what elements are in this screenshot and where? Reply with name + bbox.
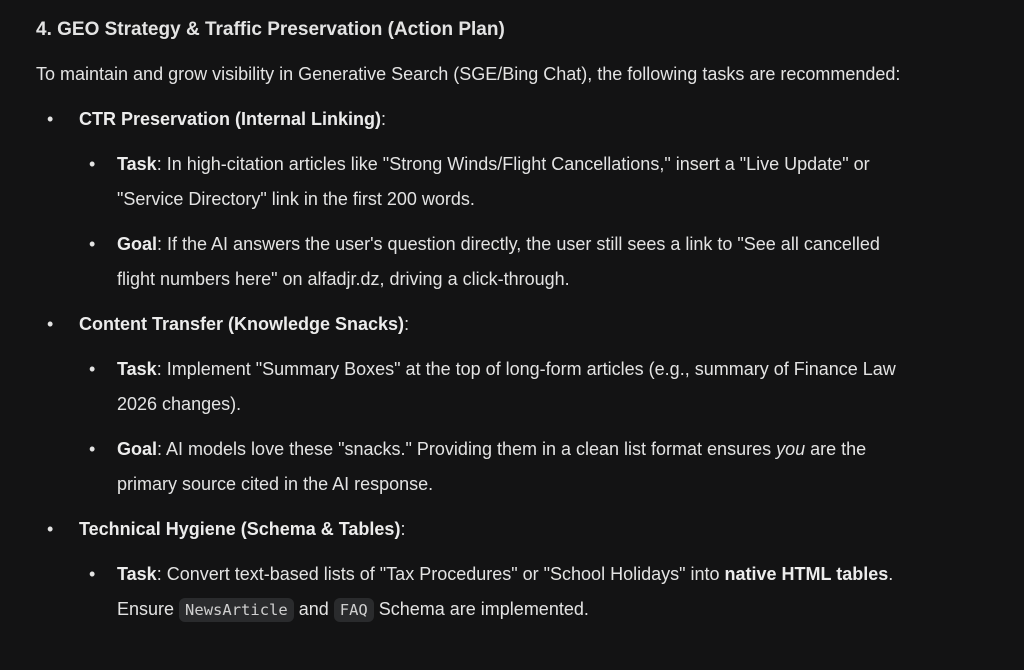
goal-label: Goal xyxy=(117,234,158,254)
task-text-after: Schema are implemented. xyxy=(373,599,589,619)
goal-emphasis: you xyxy=(776,439,806,459)
title-suffix: : xyxy=(404,314,410,334)
bullet-icon: • xyxy=(89,234,96,254)
sublist-item-task xyxy=(79,557,916,628)
intro-paragraph: To maintain and grow visibility in Generative Search (SGE/Bing Chat), the following tasks are recommended: xyxy=(36,64,901,84)
inline-code-faq: FAQ xyxy=(334,598,374,622)
task-label: Task xyxy=(117,359,157,379)
item-title xyxy=(79,307,916,342)
task-bold-text: native HTML tables xyxy=(724,564,889,584)
list-item-technical-hygiene xyxy=(36,512,916,628)
bullet-icon: • xyxy=(89,154,96,174)
task-label: Task xyxy=(117,154,157,174)
bullet-icon: • xyxy=(89,564,96,584)
list-item-ctr-preservation xyxy=(36,102,916,297)
item-title xyxy=(79,512,916,547)
title-suffix: : xyxy=(400,519,406,539)
sublist-item-goal xyxy=(79,227,916,297)
response-content xyxy=(36,14,916,628)
sublist-item-goal xyxy=(79,432,916,502)
goal-text-before: : AI models love these "snacks." Providing them in a clean list format ensures xyxy=(157,439,777,459)
task-text-and: and xyxy=(293,599,334,619)
task-text-before: : Convert text-based lists of "Tax Procedures" or "School Holidays" into xyxy=(156,564,725,584)
task-text: : Implement "Summary Boxes" at the top of long-form articles (e.g., summary of Finance Law 2026 changes). xyxy=(117,359,896,414)
goal-text: : If the AI answers the user's question directly, the user still sees a link to "See all cancelled flight numbers here" on alfadjr.dz, driving a click-through. xyxy=(117,234,880,289)
sublist xyxy=(79,352,916,502)
item-title-text: Content Transfer (Knowledge Snacks) xyxy=(79,314,405,334)
list-item-content-transfer xyxy=(36,307,916,502)
bullet-icon: • xyxy=(89,359,96,379)
task-text: : In high-citation articles like "Strong Winds/Flight Cancellations," insert a "Live Update" or "Service Directory" link in the first 200 words. xyxy=(117,154,870,209)
item-title xyxy=(79,102,916,137)
sublist xyxy=(79,557,916,628)
action-list xyxy=(36,102,916,628)
bullet-icon: • xyxy=(47,314,54,334)
bullet-icon: • xyxy=(47,109,54,129)
sublist xyxy=(79,147,916,297)
sublist-item-task xyxy=(79,352,916,422)
title-suffix: : xyxy=(381,109,387,129)
bullet-icon: • xyxy=(47,519,54,539)
task-text-mid: . Ensure xyxy=(117,564,894,619)
goal-text-after: are the primary source cited in the AI response. xyxy=(117,439,867,494)
bullet-icon: • xyxy=(89,439,96,459)
section-heading: 4. GEO Strategy & Traffic Preservation (Action Plan) xyxy=(36,19,505,40)
item-title-text: Technical Hygiene (Schema & Tables) xyxy=(79,519,401,539)
inline-code-newsarticle: NewsArticle xyxy=(179,598,294,622)
item-title-text: CTR Preservation (Internal Linking) xyxy=(79,109,382,129)
task-label: Task xyxy=(117,564,157,584)
sublist-item-task xyxy=(79,147,916,217)
goal-label: Goal xyxy=(117,439,158,459)
